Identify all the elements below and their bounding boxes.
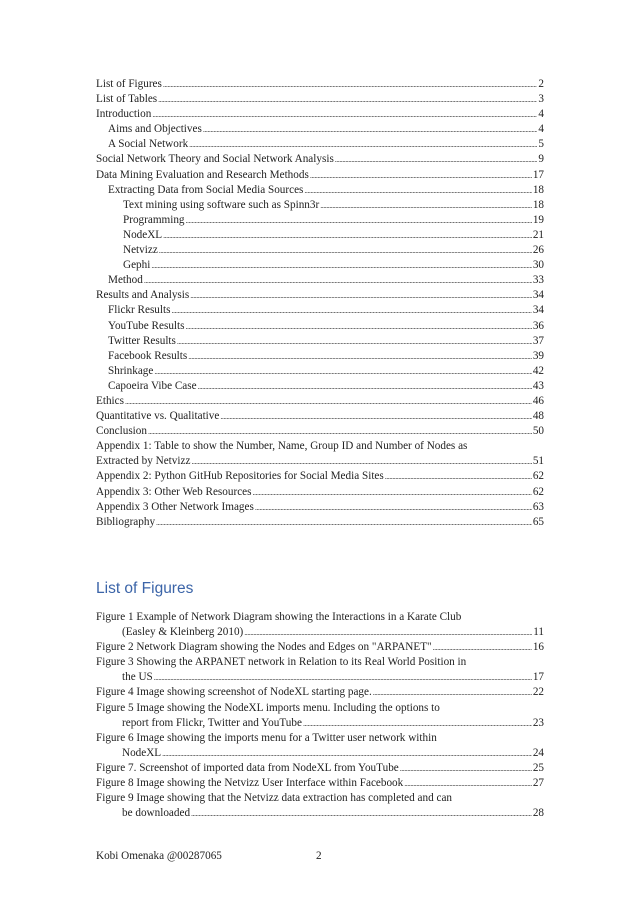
figure-entry[interactable] bbox=[96, 731, 544, 761]
toc-entry[interactable] bbox=[96, 303, 544, 318]
toc-entry-page: 2 bbox=[538, 78, 544, 90]
toc-entry-page: 18 bbox=[532, 183, 544, 196]
toc-entry[interactable] bbox=[96, 334, 544, 349]
page-footer bbox=[96, 850, 322, 862]
toc-entry-title: NodeXL bbox=[122, 746, 162, 759]
toc-entry-title: Figure 8 Image showing the Netvizz User Interface within Facebook bbox=[96, 777, 404, 790]
toc-entry-page: 50 bbox=[532, 425, 544, 438]
toc-entry-title: List of Figures bbox=[96, 78, 162, 90]
toc-entry-title: Conclusion bbox=[96, 425, 147, 438]
toc-entry[interactable] bbox=[96, 198, 544, 213]
toc-entry-title: Netvizz bbox=[123, 244, 158, 257]
toc-entry-title: Ethics bbox=[96, 394, 124, 407]
figure-entry-last-line bbox=[96, 670, 544, 685]
toc-entry-page: 30 bbox=[532, 259, 544, 272]
dot-leader bbox=[252, 485, 531, 500]
figure-entry[interactable] bbox=[96, 640, 544, 655]
toc-entry-page: 22 bbox=[532, 686, 544, 699]
list-of-figures bbox=[96, 610, 544, 821]
toc-entry[interactable] bbox=[96, 243, 544, 258]
toc-entry[interactable] bbox=[96, 394, 544, 409]
toc-entry-title: Results and Analysis bbox=[96, 289, 190, 302]
toc-entry-page: 17 bbox=[532, 671, 544, 684]
dot-leader bbox=[244, 625, 532, 640]
figure-entry[interactable] bbox=[96, 761, 544, 776]
toc-entry[interactable] bbox=[96, 364, 544, 379]
toc-entry-title: NodeXL bbox=[123, 228, 163, 241]
figure-entry-line: Figure 1 Example of Network Diagram showing the Interactions in a Karate Club bbox=[96, 611, 462, 623]
toc-entry-title: Text mining using software such as Spinn3r bbox=[123, 198, 320, 211]
toc-entry-page: 34 bbox=[532, 304, 544, 317]
toc-entry-page: 36 bbox=[532, 319, 544, 332]
dot-leader bbox=[186, 213, 532, 228]
toc-entry-title: Appendix 2: Python GitHub Repositories for Social Media Sites bbox=[96, 470, 384, 483]
toc-entry-page: 25 bbox=[532, 761, 544, 774]
toc-entry-title: Facebook Results bbox=[108, 349, 188, 362]
toc-entry-title: Figure 4 Image showing screenshot of NodeXL starting page. bbox=[96, 686, 372, 699]
dot-leader bbox=[171, 303, 531, 318]
toc-entry-page: 51 bbox=[532, 455, 544, 468]
figure-entry-last-line bbox=[96, 776, 544, 791]
toc-entry-page: 27 bbox=[532, 777, 544, 790]
toc-entry[interactable] bbox=[96, 137, 544, 152]
dot-leader bbox=[198, 379, 532, 394]
figure-entry[interactable] bbox=[96, 685, 544, 700]
toc-entry[interactable] bbox=[96, 228, 544, 243]
toc-entry-page: 4 bbox=[538, 108, 544, 121]
toc-entry-title: YouTube Results bbox=[108, 319, 185, 332]
dot-leader bbox=[154, 364, 531, 379]
toc-entry[interactable] bbox=[96, 424, 544, 439]
toc-entry-title: Gephi bbox=[123, 259, 151, 272]
toc-entry[interactable] bbox=[96, 500, 544, 515]
toc-entry[interactable] bbox=[96, 122, 544, 137]
toc-entry-title: Flickr Results bbox=[108, 304, 171, 317]
toc-entry[interactable] bbox=[96, 319, 544, 334]
toc-entry-title: the US bbox=[122, 671, 153, 684]
toc-entry-title: A Social Network bbox=[108, 138, 189, 151]
toc-entry-title: Quantitative vs. Qualitative bbox=[96, 410, 220, 423]
figure-entry-line: Figure 3 Showing the ARPANET network in Relation to its Real World Position in bbox=[96, 656, 467, 669]
toc-entry-page: 62 bbox=[532, 470, 544, 483]
toc-entry-page: 42 bbox=[532, 364, 544, 377]
figure-entry[interactable] bbox=[96, 655, 544, 685]
dot-leader bbox=[220, 409, 531, 424]
dot-leader bbox=[185, 319, 531, 334]
figure-entry-last-line bbox=[96, 806, 544, 821]
dot-leader bbox=[177, 334, 532, 349]
dot-leader bbox=[148, 424, 532, 439]
figure-entry-last-line bbox=[96, 716, 544, 731]
toc-entry[interactable] bbox=[96, 183, 544, 198]
dot-leader bbox=[373, 685, 532, 700]
toc-entry-title: Appendix 3: Other Web Resources bbox=[96, 485, 252, 498]
toc-entry-page: 18 bbox=[532, 198, 544, 211]
toc-entry-title: Extracting Data from Social Media Sources bbox=[108, 183, 304, 196]
table-of-contents bbox=[96, 77, 544, 530]
toc-entry[interactable] bbox=[96, 409, 544, 424]
dot-leader bbox=[191, 454, 531, 469]
toc-entry[interactable] bbox=[96, 273, 544, 288]
toc-entry-title: Figure 2 Network Diagram showing the Nodes and Edges on "ARPANET" bbox=[96, 641, 432, 654]
dot-leader bbox=[158, 92, 537, 107]
toc-entry[interactable] bbox=[96, 92, 544, 107]
dot-leader bbox=[303, 716, 532, 731]
dot-leader bbox=[144, 273, 532, 288]
toc-entry-appendix-1-line1[interactable]: Appendix 1: Table to show the Number, Name, Group ID and Number of Nodes as bbox=[96, 440, 468, 453]
toc-entry-page: 19 bbox=[532, 213, 544, 226]
figure-entry[interactable] bbox=[96, 701, 544, 731]
toc-entry-page: 62 bbox=[532, 485, 544, 498]
footer-author: Kobi Omenaka @00287065 bbox=[96, 850, 222, 862]
dot-leader bbox=[125, 394, 532, 409]
figure-entry-last-line bbox=[96, 746, 544, 761]
toc-entry-title: List of Tables bbox=[96, 93, 158, 106]
toc-entry-page: 4 bbox=[538, 123, 544, 136]
dot-leader bbox=[255, 500, 532, 515]
toc-entry-title: Extracted by Netvizz bbox=[96, 455, 191, 468]
dot-leader bbox=[335, 152, 538, 167]
toc-entry-page: 16 bbox=[532, 641, 544, 654]
figure-entry-last-line bbox=[96, 625, 544, 640]
toc-entry-page: 34 bbox=[532, 289, 544, 302]
toc-entry-title: Programming bbox=[123, 213, 185, 226]
list-of-figures-heading: List of Figures bbox=[96, 580, 194, 597]
dot-leader bbox=[163, 77, 538, 92]
toc-entry[interactable] bbox=[96, 152, 544, 167]
toc-entry-page: 39 bbox=[532, 349, 544, 362]
toc-entry-page: 23 bbox=[532, 716, 544, 729]
toc-entry[interactable] bbox=[96, 213, 544, 228]
toc-entry-title: Appendix 3 Other Network Images bbox=[96, 500, 254, 513]
dot-leader bbox=[159, 243, 532, 258]
dot-leader bbox=[188, 349, 532, 364]
figure-entry[interactable] bbox=[96, 776, 544, 791]
toc-entry-page: 37 bbox=[532, 334, 544, 347]
figure-entry[interactable] bbox=[96, 610, 544, 640]
dot-leader bbox=[163, 228, 532, 243]
toc-entry-page: 33 bbox=[532, 274, 544, 287]
footer-page-number: 2 bbox=[316, 850, 322, 862]
dot-leader bbox=[304, 183, 531, 198]
toc-entry-title: (Easley & Kleinberg 2010) bbox=[122, 626, 244, 639]
dot-leader bbox=[151, 258, 531, 273]
toc-entry[interactable] bbox=[96, 485, 544, 500]
toc-entry-title: be downloaded bbox=[122, 807, 191, 820]
dot-leader bbox=[203, 122, 538, 137]
toc-entry-page: 65 bbox=[532, 515, 544, 528]
toc-entry-title: Data Mining Evaluation and Research Methods bbox=[96, 168, 309, 181]
figure-entry-last-line bbox=[96, 685, 544, 700]
toc-entry-page: 9 bbox=[538, 153, 544, 166]
toc-entry-title: Aims and Objectives bbox=[108, 123, 202, 136]
toc-entry-page: 24 bbox=[532, 746, 544, 759]
toc-entry-page: 21 bbox=[532, 228, 544, 241]
toc-entry-title: Social Network Theory and Social Network Analysis bbox=[96, 153, 334, 166]
toc-entry-title: Bibliography bbox=[96, 515, 156, 528]
figure-entry-last-line bbox=[96, 761, 544, 776]
figure-entry-line: Figure 9 Image showing that the Netvizz data extraction has completed and can bbox=[96, 792, 453, 805]
toc-entry-page: 3 bbox=[538, 93, 544, 106]
dot-leader bbox=[320, 198, 532, 213]
dot-leader bbox=[385, 469, 532, 484]
dot-leader bbox=[191, 806, 532, 821]
toc-entry-title: Introduction bbox=[96, 108, 152, 121]
figure-entry-line: Figure 5 Image showing the NodeXL imports menu. Including the options to bbox=[96, 701, 440, 714]
toc-entry[interactable] bbox=[96, 454, 544, 469]
toc-entry-page: 48 bbox=[532, 410, 544, 423]
toc-entry-title: Shrinkage bbox=[108, 364, 154, 377]
toc-entry-page: 43 bbox=[532, 379, 544, 392]
dot-leader bbox=[156, 515, 532, 530]
figure-entry-last-line bbox=[96, 640, 544, 655]
dot-leader bbox=[190, 288, 532, 303]
toc-entry-page: 63 bbox=[532, 500, 544, 513]
toc-entry-page: 46 bbox=[532, 394, 544, 407]
toc-entry-title: Method bbox=[108, 274, 143, 287]
toc-entry-title: Capoeira Vibe Case bbox=[108, 379, 197, 392]
toc-entry[interactable] bbox=[96, 349, 544, 364]
figure-entry[interactable] bbox=[96, 791, 544, 821]
toc-entry[interactable] bbox=[96, 515, 544, 530]
toc-entry[interactable] bbox=[96, 77, 544, 92]
toc-entry-title: Twitter Results bbox=[108, 334, 176, 347]
toc-entry[interactable] bbox=[96, 288, 544, 303]
figure-entry-line: Figure 6 Image showing the imports menu for a Twitter user network within bbox=[96, 731, 437, 744]
toc-entry[interactable] bbox=[96, 258, 544, 273]
dot-leader bbox=[310, 168, 532, 183]
toc-entry[interactable] bbox=[96, 469, 544, 484]
toc-entry[interactable] bbox=[96, 379, 544, 394]
toc-entry-title: report from Flickr, Twitter and YouTube bbox=[122, 716, 302, 729]
toc-entry[interactable] bbox=[96, 107, 544, 122]
toc-entry-page: 17 bbox=[532, 168, 544, 181]
toc-entry-page: 5 bbox=[538, 138, 544, 151]
dot-leader bbox=[152, 107, 537, 122]
toc-entry[interactable] bbox=[96, 168, 544, 183]
toc-entry-title: Figure 7. Screenshot of imported data from NodeXL from YouTube bbox=[96, 761, 399, 774]
dot-leader bbox=[404, 776, 532, 791]
dot-leader bbox=[433, 640, 532, 655]
toc-entry-page: 28 bbox=[532, 807, 544, 820]
toc-entry-page: 26 bbox=[532, 244, 544, 257]
toc-entry-page: 11 bbox=[533, 626, 544, 639]
dot-leader bbox=[162, 746, 532, 761]
dot-leader bbox=[400, 761, 532, 776]
dot-leader bbox=[154, 670, 532, 685]
dot-leader bbox=[189, 137, 537, 152]
